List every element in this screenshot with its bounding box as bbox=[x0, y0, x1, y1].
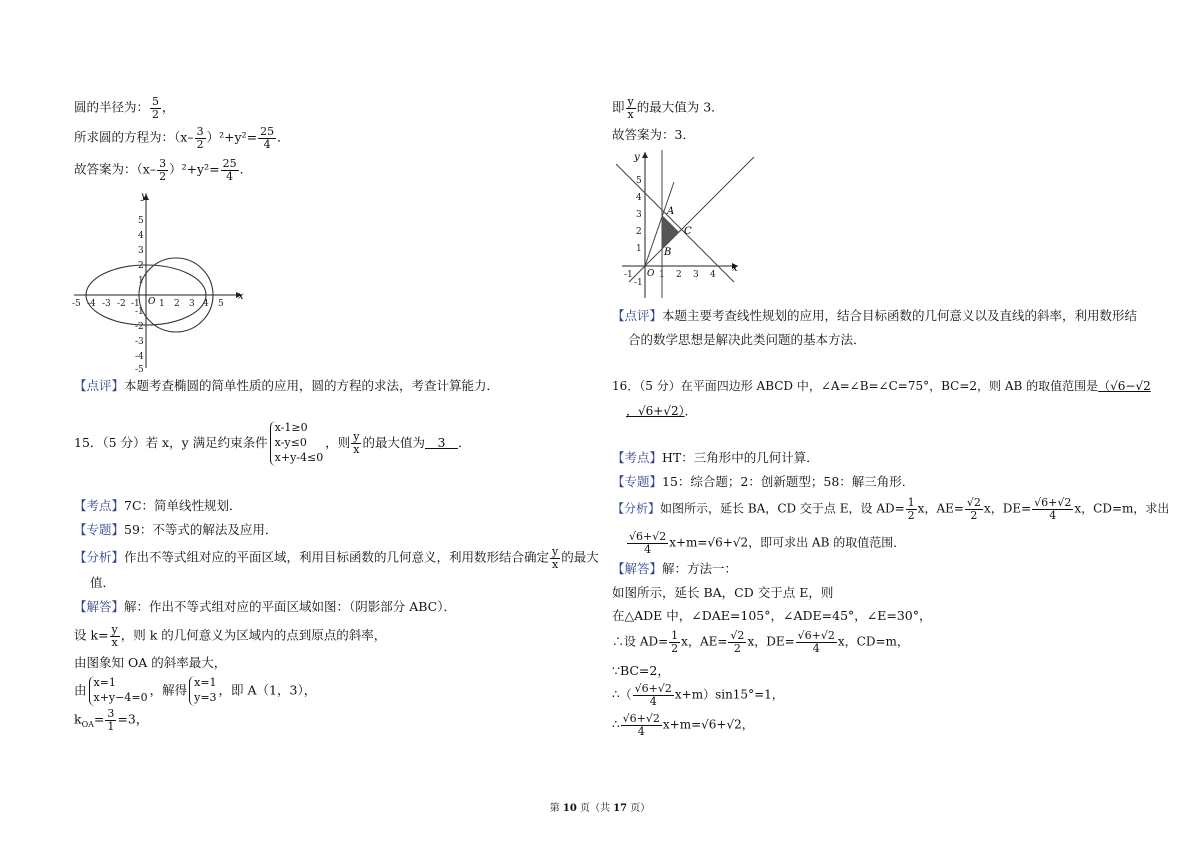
zhuanti-line bbox=[74, 524, 277, 537]
x-tick: -1 bbox=[131, 299, 140, 309]
comment-tag: 【点评】 bbox=[612, 308, 663, 323]
answer-blank: （√6−√2 bbox=[1098, 379, 1151, 393]
text: 的最大 bbox=[561, 549, 599, 565]
text: x，DE= bbox=[983, 501, 1032, 516]
ellipse-circle-graph bbox=[66, 188, 256, 374]
equation: x=1 bbox=[93, 676, 116, 689]
jieda-line bbox=[612, 563, 737, 576]
fenxi-line-2 bbox=[626, 531, 905, 555]
jieda-text: 解：作出不等式组对应的平面区域如图：（阴影部分 ABC）． bbox=[124, 599, 456, 614]
denominator: 4 bbox=[644, 542, 652, 556]
y-tick: 2 bbox=[138, 261, 144, 271]
x-tick: -5 bbox=[72, 299, 81, 309]
constraint: x-1≥0 bbox=[274, 421, 308, 434]
circle-equation-line bbox=[74, 126, 290, 150]
y-tick: 4 bbox=[138, 231, 144, 241]
text: x+m=√6+√2，即可求出 AB 的取值范围． bbox=[669, 535, 906, 550]
system-solve-line bbox=[74, 676, 316, 706]
fraction bbox=[796, 630, 837, 654]
page-number: 10 bbox=[562, 803, 577, 814]
numerator: √2 bbox=[730, 629, 745, 642]
denominator: x bbox=[552, 557, 559, 571]
numerator: y bbox=[627, 95, 634, 108]
text: 第 bbox=[549, 803, 563, 814]
text: ． bbox=[239, 161, 253, 177]
text: = bbox=[93, 711, 105, 727]
fenxi-text: 作出不等式组对应的平面区域，利用目标函数的几何意义，利用数形结合确定 bbox=[124, 549, 550, 565]
k-definition-line bbox=[74, 624, 386, 648]
solution-line-1 bbox=[612, 587, 833, 600]
fenxi-line bbox=[612, 497, 1169, 521]
fraction bbox=[627, 531, 668, 555]
numerator: 25 bbox=[222, 157, 237, 170]
y-tick: 2 bbox=[636, 227, 642, 237]
question-16-line-2 bbox=[626, 405, 697, 417]
answer-line bbox=[612, 129, 695, 142]
x-axis-label: x bbox=[732, 263, 738, 274]
y-tick: 1 bbox=[636, 244, 642, 254]
numerator: √6+√2 bbox=[629, 530, 667, 543]
fraction bbox=[728, 630, 746, 654]
jieda-line bbox=[74, 601, 456, 614]
text: ． bbox=[277, 129, 290, 145]
fraction bbox=[105, 708, 116, 732]
fraction bbox=[669, 630, 680, 654]
y-axis-label: y bbox=[634, 152, 640, 163]
solution-line-6 bbox=[612, 713, 754, 737]
denominator: 2 bbox=[671, 641, 679, 655]
text: ， bbox=[162, 99, 175, 115]
denominator: x bbox=[111, 635, 118, 649]
question-16 bbox=[612, 380, 1151, 392]
fraction bbox=[626, 96, 636, 120]
origin-label: O bbox=[148, 297, 156, 307]
comment-tag: 【点评】 bbox=[74, 378, 125, 393]
fraction bbox=[906, 497, 917, 521]
y-tick: -5 bbox=[135, 365, 144, 374]
text: ，则 k 的几何意义为区域内的点到原点的斜率， bbox=[120, 627, 387, 643]
numerator: y bbox=[111, 623, 118, 636]
oa-line bbox=[74, 657, 226, 670]
numerator: 3 bbox=[196, 125, 204, 138]
denominator: 2 bbox=[733, 641, 741, 655]
denominator: 4 bbox=[812, 641, 820, 655]
text: ，即 A（1，3）， bbox=[218, 682, 317, 698]
numerator: 1 bbox=[907, 496, 915, 509]
text: ）²+y²= bbox=[206, 129, 258, 145]
x-tick: 1 bbox=[159, 299, 165, 309]
text: – bbox=[149, 161, 157, 177]
x-tick: 2 bbox=[174, 299, 180, 309]
y-tick: 5 bbox=[138, 216, 144, 226]
equation: x+y−4=0 bbox=[93, 690, 148, 704]
x-tick: -4 bbox=[87, 299, 96, 309]
koa-line bbox=[74, 708, 148, 732]
text: 页） bbox=[627, 803, 651, 814]
text: ∵BC=2， bbox=[612, 663, 670, 678]
text: – bbox=[187, 129, 194, 145]
text: ，则 bbox=[325, 434, 351, 450]
fraction bbox=[550, 546, 560, 570]
x-tick: 4 bbox=[710, 270, 716, 280]
text: ． bbox=[684, 404, 697, 418]
text: x，DE= bbox=[747, 634, 795, 649]
point-c-label: C bbox=[684, 226, 692, 237]
shaded-region-abc bbox=[662, 215, 679, 249]
text: 由图象知 OA 的斜率最大， bbox=[74, 655, 227, 670]
denominator: 2 bbox=[907, 508, 915, 522]
numerator: √2 bbox=[966, 496, 981, 509]
fenxi-tag: 【分析】 bbox=[74, 549, 125, 565]
fenxi-tag: 【分析】 bbox=[612, 501, 661, 516]
zhuanti-line bbox=[612, 476, 914, 489]
y-tick: 1 bbox=[138, 276, 144, 286]
fraction bbox=[621, 713, 662, 737]
x-tick: -2 bbox=[117, 299, 126, 309]
constraint: x+y-4≤0 bbox=[274, 450, 324, 464]
question-text: 16．（5 分）在平面四边形 ABCD 中，∠A=∠B=∠C=75°，BC=2，则 AB 的取值范围是 bbox=[612, 379, 1099, 393]
y-tick: -1 bbox=[135, 307, 144, 317]
denominator: 1 bbox=[107, 719, 115, 733]
denominator: 4 bbox=[637, 724, 645, 738]
denominator: 2 bbox=[970, 508, 978, 522]
y-tick-labels bbox=[634, 176, 643, 288]
subscript: OA bbox=[81, 720, 94, 730]
feasible-region-graph bbox=[614, 148, 764, 300]
equation-system bbox=[89, 676, 148, 706]
solution-line-3 bbox=[612, 630, 909, 654]
y-axis-label: y bbox=[141, 191, 147, 202]
denominator: 4 bbox=[226, 169, 234, 183]
denominator: 4 bbox=[649, 694, 657, 708]
numerator: √6+√2 bbox=[797, 629, 835, 642]
y-tick: 3 bbox=[636, 210, 642, 220]
numerator: 1 bbox=[671, 629, 679, 642]
solution-line-2 bbox=[612, 610, 932, 623]
solution-line-4 bbox=[612, 665, 670, 678]
text: 如图所示，延长 BA，CD 交于点 E，则 bbox=[612, 585, 834, 600]
x-tick: 4 bbox=[203, 299, 209, 309]
text: 页（共 bbox=[576, 803, 614, 814]
numerator: √6+√2 bbox=[1034, 496, 1072, 509]
y-tick: -4 bbox=[135, 352, 144, 362]
text: 在△ADE 中，∠DAE=105°，∠ADE=45°，∠E=30°， bbox=[612, 608, 932, 623]
text: 设 k= bbox=[74, 627, 109, 643]
max-value-line bbox=[612, 96, 724, 120]
y-tick: 3 bbox=[138, 246, 144, 256]
page-footer bbox=[0, 804, 1200, 814]
numerator: 25 bbox=[260, 125, 275, 138]
denominator: 2 bbox=[159, 169, 167, 183]
fraction bbox=[221, 158, 239, 182]
origin-label: O bbox=[647, 269, 655, 279]
numerator: y bbox=[353, 430, 360, 444]
equation: x=1 bbox=[194, 676, 217, 689]
y-tick: -1 bbox=[634, 278, 643, 288]
question-text: 15．（5 分）若 x，y 满足约束条件 bbox=[74, 434, 268, 450]
denominator: 2 bbox=[196, 137, 204, 151]
numerator: √6+√2 bbox=[622, 712, 660, 725]
x-tick: 3 bbox=[693, 270, 699, 280]
text: x+m=√6+√2， bbox=[662, 717, 754, 732]
constraint-system bbox=[270, 421, 324, 466]
y-tick: 4 bbox=[636, 193, 642, 203]
text: 的最大值为 3． bbox=[636, 99, 724, 115]
comment-line bbox=[612, 310, 1137, 323]
text: x，CD=m，求出 bbox=[1074, 501, 1170, 516]
denominator: 4 bbox=[263, 137, 271, 151]
point-a-label: A bbox=[667, 206, 675, 217]
denominator: 2 bbox=[152, 107, 160, 121]
text: ． bbox=[457, 434, 471, 450]
page-total: 17 bbox=[613, 803, 628, 814]
denominator: x bbox=[353, 442, 360, 456]
kaodian-text: HT：三角形中的几何计算． bbox=[662, 450, 819, 465]
y-tick: -2 bbox=[135, 322, 144, 332]
numerator: √6+√2 bbox=[634, 682, 672, 695]
answer-line bbox=[74, 158, 252, 182]
denominator: 4 bbox=[1049, 508, 1057, 522]
x-tick: -3 bbox=[102, 299, 111, 309]
kaodian-text: 7C：简单线性规划． bbox=[124, 498, 242, 513]
y-tick: -3 bbox=[135, 337, 144, 347]
x-tick: -1 bbox=[624, 270, 633, 280]
fraction bbox=[195, 126, 206, 150]
radius-label: 圆的半径为： bbox=[74, 99, 150, 115]
y-tick: 5 bbox=[636, 176, 642, 186]
fenxi-line bbox=[74, 546, 599, 570]
numerator: 3 bbox=[107, 707, 115, 720]
text: 的最大值为 bbox=[362, 434, 425, 450]
constraint: x-y≤0 bbox=[274, 435, 307, 449]
jieda-tag: 【解答】 bbox=[74, 599, 125, 614]
text: 如图所示，延长 BA，CD 交于点 E，设 AD= bbox=[660, 501, 905, 516]
text: x，AE= bbox=[917, 501, 964, 516]
comment-line bbox=[74, 380, 499, 393]
zhuanti-tag: 【专题】 bbox=[612, 474, 663, 489]
text: x，CD=m， bbox=[837, 634, 909, 649]
fraction bbox=[258, 126, 276, 150]
solution-line-5 bbox=[612, 683, 784, 707]
text: x+m）sin15°=1， bbox=[674, 687, 784, 702]
x-axis-label: x bbox=[238, 291, 244, 302]
text: ∴（ bbox=[612, 687, 632, 702]
equation: y=3 bbox=[194, 690, 217, 704]
point-b-label: B bbox=[664, 247, 672, 258]
text: 故答案为：（x bbox=[74, 161, 150, 177]
text: =3， bbox=[117, 711, 149, 727]
line-x-plus-y-eq-4 bbox=[616, 164, 734, 282]
fenxi-line-2 bbox=[90, 577, 115, 590]
kaodian-tag: 【考点】 bbox=[74, 498, 125, 513]
radius-line bbox=[74, 96, 175, 120]
jieda-tag: 【解答】 bbox=[612, 561, 663, 576]
text: k bbox=[74, 711, 82, 727]
answer-blank: 3 bbox=[424, 434, 458, 450]
text: 所求圆的方程为：（x bbox=[74, 129, 188, 145]
kaodian-line bbox=[74, 500, 242, 513]
fraction bbox=[150, 96, 161, 120]
text: ）²+y²= bbox=[169, 161, 220, 177]
x-tick: 3 bbox=[189, 299, 195, 309]
text: x，AE= bbox=[681, 634, 728, 649]
text: 值． bbox=[90, 575, 116, 590]
kaodian-line bbox=[612, 452, 819, 465]
comment-line-2 bbox=[628, 334, 866, 347]
numerator: 3 bbox=[159, 157, 167, 170]
x-tick: 5 bbox=[218, 299, 224, 309]
fraction bbox=[965, 497, 983, 521]
text: 即 bbox=[612, 99, 625, 115]
numerator: y bbox=[552, 545, 559, 558]
zhuanti-text: 15：综合题；2：创新题型；58：解三角形． bbox=[662, 474, 915, 489]
question-15 bbox=[74, 421, 470, 466]
comment-text: 本题考查椭圆的简单性质的应用，圆的方程的求法，考查计算能力． bbox=[124, 378, 500, 393]
denominator: x bbox=[627, 107, 634, 121]
jieda-text: 解：方法一： bbox=[662, 561, 738, 576]
fraction bbox=[633, 683, 674, 707]
text: 由 bbox=[74, 682, 87, 698]
zhuanti-text: 59：不等式的解法及应用． bbox=[124, 522, 278, 537]
solution-system bbox=[189, 676, 216, 706]
answer-blank: ，√6+√2） bbox=[626, 404, 685, 418]
fraction bbox=[1032, 497, 1073, 521]
text: 故答案为：3． bbox=[612, 127, 695, 142]
numerator: 5 bbox=[152, 95, 160, 108]
x-tick: 1 bbox=[659, 270, 665, 280]
text: ∴设 AD= bbox=[612, 634, 669, 649]
kaodian-tag: 【考点】 bbox=[612, 450, 663, 465]
fraction bbox=[110, 624, 120, 648]
x-tick: 2 bbox=[676, 270, 682, 280]
fraction bbox=[351, 431, 361, 455]
text: ∴ bbox=[612, 717, 620, 732]
comment-text: 合的数学思想是解决此类问题的基本方法． bbox=[628, 332, 866, 347]
text: ，解得 bbox=[149, 682, 188, 698]
zhuanti-tag: 【专题】 bbox=[74, 522, 125, 537]
comment-text: 本题主要考查线性规划的应用，结合目标函数的几何意义以及直线的斜率，利用数形结 bbox=[662, 308, 1138, 323]
fraction bbox=[157, 158, 168, 182]
